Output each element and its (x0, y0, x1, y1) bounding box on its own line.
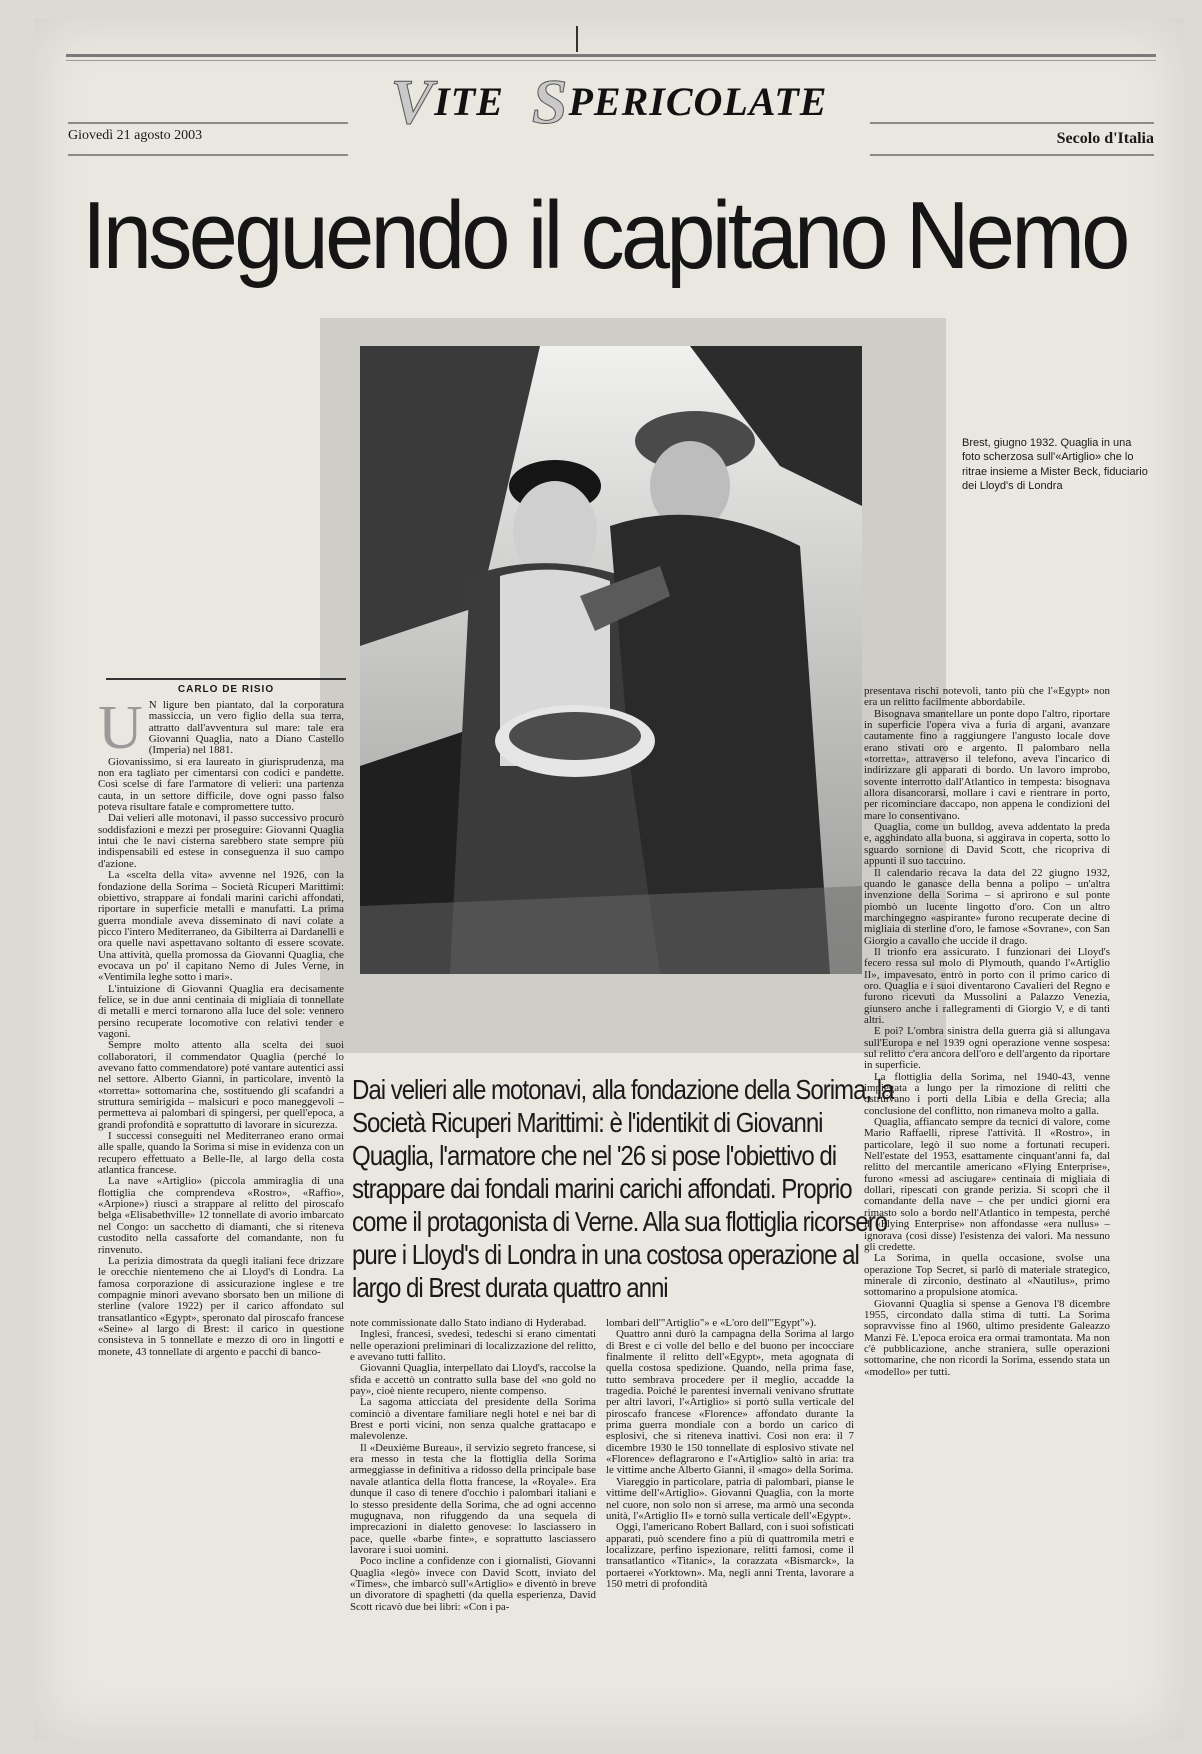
paragraph: N ligure ben piantato, dal la corporatura massiccia, un vero figlio della sua terra, attratto dall'avventura sul mare: tale era Giovanni Quaglia, nato a Diano Castello (Imperia) nel 1881. (148, 700, 344, 757)
paragraph: Dai velieri alle motonavi, il passo successivo procurò soddisfazioni e mezzi per proseguire: Giovanni Quaglia intuì che le navi cisterna sarebbero state sempre più indispensabili ed estese in conseguenza il suo campo d'azione. (98, 812, 344, 870)
fold-mark (576, 26, 578, 52)
paragraph: Quattro anni durò la campagna della Sorima al largo di Brest e ci volle del bello e del buono per incocciare finalmente il relitto dell'«Egypt», meta agognata di quella costosa spedizione. Quando, nella prima fase, tutto sembrava procedere per il meglio, accadde la tragedia. Poiché le parentesi invernali venivano sfruttate per altri lavori, l'«Artiglio» si portò sulla verticale del piroscafo francese «Florence» affondato durante la prima guerra mondiale con a bordo un carico di esplosivi, che si riteneva inattivi. Così non era: il 7 dicembre 1930 le 150 tonnellate di esplosivo stivate nel «Florence» deflagrarono e l'«Artiglio» saltò in aria: tra le vittime anche Alberto Gianni, il «mago» della Sorima. (606, 1328, 854, 1477)
paragraph: La perizia dimostrata da quegli italiani fece drizzare le orecchie nientemeno che ai Lloyd's di Londra. La famosa corporazione di assicurazione inglese e tre compagnie minori avevano sborsato ben un milione di sterline (valore 1922) per il carico affondato sul transatlantico «Egypt», speronato dal piroscafo francese «Seine» al largo di Brest: il carico in questione consisteva in 5 tonnellate e mezzo di oro in lingotti e monete, 43 tonnellate di argento e pacchi di banco- (98, 1254, 344, 1358)
paragraph: Quaglia, come un bulldog, aveva addentato la preda e, agghindato alla buona, si aggirava in coperta, sotto lo sguardo sornione di David Scott, che ricopriva di appunti il suo taccuino. (864, 821, 1110, 868)
paragraph: presentava rischi notevoli, tanto più che l'«Egypt» non era un relitto facilmente abbordabile. (864, 686, 1110, 709)
paragraph: La nave «Artiglio» (piccola ammiraglia di una flottiglia che comprendeva «Rostro», «Raffio», «Arpione») riuscì a strappare al relitto del piroscafo belga «Elisabethville» 12 tonnellate di avorio imbarcato nel Congo: un sacchetto di diamanti, che si riteneva custodito nella cassaforte del comandante, non fu rinvenuto. (98, 1175, 344, 1256)
paragraph: Il trionfo era assicurato. I funzionari dei Lloyd's fecero ressa sul molo di Plymouth, quando l'«Artiglio II», impavesato, entrò in porto con il primo carico di oro. Quaglia e i suoi diventarono Cavalieri del Regno e furono ricevuti da Mussolini a Palazzo Venezia, giunsero anche i rallegramenti di Giorgio V, e di tanti altri. (864, 945, 1110, 1026)
article-column-3 (606, 1318, 854, 1732)
photo-image (360, 346, 862, 974)
masthead-initial-s: S (531, 66, 569, 137)
top-rule (66, 54, 1156, 57)
paragraph: Viareggio in particolare, patria di palombari, pianse le vittime dell'«Artiglio». Giovanni Quaglia, con la morte nel cuore, non solo non si arrese, ma armò una seconda unità, l'«Artiglio II» e tornò sulla verticale dell'«Egypt». (606, 1475, 854, 1522)
paragraph: E poi? L'ombra sinistra della guerra già si allungava sull'Europa e nel 1939 ogni operazione venne sospesa: sul relitto c'era ancora dell'oro e dell'argento da riportare in superficie. (864, 1025, 1110, 1072)
photo-frame (320, 318, 946, 1053)
paragraph: La flottiglia della Sorima, nel 1940-43, venne impiegata a lungo per la rimozione di relitti che ostruivano i porti della Libia e della Grecia; alla conclusione del conflitto, non rimaneva molto a galla. (864, 1070, 1110, 1117)
headline: Inseguendo il capitano Nemo (82, 182, 1127, 289)
dateline-rule (68, 122, 348, 124)
paragraph: Sempre molto attento alla scelta dei suoi collaboratori, il commendator Quaglia (perché lo avevano fatto commendatore) poté vantare autentici assi nel settore. Alberto Gianni, in particolare, inventò la «torretta» sottomarina che, sostituendo gli scafandri a struttura semirigida – malsicuri e poco maneggevoli – permetteva ai palombari di spingersi, per quell'epoca, a grandi profondità e soprattutto di lavorare in sicurezza. (98, 1039, 344, 1131)
byline-rule (106, 678, 346, 680)
paragraph: Giovanni Quaglia si spense a Genova l'8 dicembre 1955, circondato dalla stima di tutti. La Sorima sopravvisse fino al 1960, ultimo presidente Galeazzo Manzi Fè. L'epoca eroica era ormai tramontata. Ma non c'è pubblicazione, anche straniera, sulle operazioni sottomarine, che non ricordi la Sorima, essendo stata un «modello» per tutti. (864, 1297, 1110, 1378)
newspaper-name: Secolo d'Italia (1056, 130, 1154, 147)
paragraph: Bisognava smantellare un ponte dopo l'altro, riportare in superficie l'opera viva a furia di argani, avanzare cautamente fino a raggiungere l'angusto locale dove erano stivati oro e argento. Il palombaro nella «torretta», attraverso il telefono, aveva l'incarico di indirizzare gli apparati di bordo. Un lavoro improbo, sovente interrotto dall'Atlantico in tempesta: bisognava allora disancorarsi, mollare i cavi e rientrare in porto, per ricominciare daccapo, non appena le condizioni del mare lo consentivano. (864, 707, 1110, 822)
article-column-4 (864, 686, 1110, 1732)
paragraph: Giovanissimo, si era laureato in giurisprudenza, ma non era tagliato per cimentarsi con codici e pandette. Così scelse di fare l'armatore di velieri: una partenza cauta, in un settore difficile, dove ogni passo falso poteva risultare fatale e compromettere tutto. (98, 755, 344, 814)
top-rule-thin (66, 60, 1156, 61)
paragraph: La Sorima, in quella occasione, svolse una operazione Top Secret, si parlò di materiale strategico, minerale di zirconio, destinato al «Nautilus», primo sottomarino a propulsione atomica. (864, 1252, 1110, 1299)
paragraph: Il «Deuxième Bureau», il servizio segreto francese, si era messo in testa che la flottiglia della Sorima armeggiasse in definitiva a ridosso della principale base navale atlantica della flotta francese, la «Royale». Era dunque il caso di tenere d'occhio i palombari italiani e lo stesso presidente della Sorima, che ad ogni accenno mugugnava, non rifuggendo da una sequela di imprecazioni in dialetto genovese: lo lasciassero in pace, quelle «barbe finte», e soprattutto lasciassero lavorare i suoi uomini. (350, 1441, 596, 1556)
byline: CARLO DE RISIO (177, 684, 275, 695)
article-column-1 (98, 700, 344, 1732)
dateline: Giovedì 21 agosto 2003 (68, 128, 203, 143)
paragraph: Giovanni Quaglia, interpellato dai Lloyd's, raccolse la sfida e accettò un contratto sulla base del «no gold no pay», cioè niente recupero, niente compenso. (350, 1362, 596, 1398)
paragraph: Inglesi, francesi, svedesi, tedeschi si erano cimentati nelle operazioni preliminari di localizzazione del relitto, e avevano tutti fallito. (350, 1328, 596, 1364)
photo-caption: Brest, giugno 1932. Quaglia in una foto scherzosa sull'«Artiglio» che lo ritrae insieme a Mister Beck, fiduciario dei Lloyd's di Londra (962, 437, 1148, 492)
masthead-ite: ITE (434, 79, 504, 124)
paragraph: La sagoma atticciata del presidente della Sorima cominciò a diventare familiare negli hotel e nei bar di Brest e porti vicini, non senza qualche grattacapo e malevolenze. (350, 1396, 596, 1443)
drop-cap: U (98, 700, 143, 762)
newspaper-page (34, 18, 1184, 1740)
pull-quote: Dai velieri alle motonavi, alla fondazione della Sorima, la Società Ricuperi Marittimi: è l'identikit di Giovanni Quaglia, l'armatore che nel '26 si pose l'obiettivo di strappare dai fondali marini carichi affondati. Proprio come il protagonista di Verne. Alla sua flottiglia ricorsero pure i Lloyd's di Londra in una costosa operazione al largo di Brest durata quattro anni (352, 1074, 894, 1303)
paragraph: La «scelta della vita» avvenne nel 1926, con la fondazione della Sorima – Società Ricuperi Marittimi: obiettivo, strappare ai fondali marini carichi affondati, riportare in superficie metalli e manufatti. La prima guerra mondiale aveva disseminato di navi colate a picco l'intero Mediterraneo, da Gibilterra ai Dardanelli e ora quelle navi aspettavano soltanto di essere scovate. Una attività, quella promossa da Giovanni Quaglia, che evocava un po' il capitano Nemo di Jules Verne, in «Ventimila leghe sotto i mari». (98, 869, 344, 984)
section-masthead (379, 62, 839, 142)
paragraph: I successi conseguiti nel Mediterraneo erano ormai alle spalle, quando la Sorima si mise in evidenza con un recupero effettuato a Belle-Ile, al largo della costa atlantica francese. (98, 1130, 344, 1177)
dateline-rule-bottom (68, 154, 348, 156)
paragraph: L'intuizione di Giovanni Quaglia era decisamente felice, se in due anni centinaia di migliaia di tonnellate di metalli e merci tornarono alla luce del sole: vennero persino recuperate locomotive con relativi tender e vagoni. (98, 982, 344, 1040)
masthead-initial-v: V (390, 66, 435, 137)
masthead-pericolate: PERICOLATE (568, 79, 828, 124)
paragraph: note commissionate dallo Stato indiano di Hyderabad. (350, 1318, 587, 1329)
paper-rule (870, 122, 1154, 124)
paragraph: Poco incline a confidenze con i giornalisti, Giovanni Quaglia «legò» invece con David Scott, inviato del «Times», che imbarcò sull'«Artiglio» e diventò in breve un divoratore di spaghetti (da quella esperienza, David Scott ricavò due bei libri: «Con i pa- (350, 1555, 596, 1613)
paragraph: Quaglia, affiancato sempre da tecnici di valore, come Mario Raffaelli, riprese l'attività. Il «Rostro», in particolare, legò il suo nome a fortunati recuperi. Nell'estate del 1953, esattamente cinquant'anni fa, dal relitto del mercantile americano «Flying Enterprise», furono «messi ad asciugare» centinaia di migliaia di dollari, ripescati con grande perizia. Si scoprì che il comandante della nave – che per undici giorni era rimasto solo a bordo nell'Atlantico in tempesta, perché il «Flying Enterprise» non affondasse «era nullus» – ignorava (così disse) l'esistenza dei valori. Ma nessuno gli credette. (864, 1116, 1110, 1253)
historical-photo (360, 346, 862, 974)
article-column-2 (350, 1318, 596, 1732)
paragraph: Il calendario recava la data del 22 giugno 1932, quando le ganasce della benna a polipo – un'altra invenzione della Sorima – si aprirono e sul ponte piombò un lucente lingotto d'oro. Con un altro marchingegno «aspirante» furono recuperate decine di migliaia di sterline d'oro, le famose «Sovrane», con San Giorgio a cavallo che uccide il drago. (864, 866, 1110, 947)
paragraph: lombari dell'"Artiglio"» e «L'oro dell'"Egypt"»). (606, 1318, 817, 1329)
paragraph: Oggi, l'americano Robert Ballard, con i suoi sofisticati apparati, può scendere fino a più di quattromila metri e localizzare, perfino ispezionare, relitti famosi, come il transatlantico «Titanic», la corazzata «Bismarck», la portaerei «Yorktown». Ma, negli anni Trenta, lavorare a 150 metri di profondità (606, 1521, 854, 1590)
paper-rule-bottom (870, 154, 1154, 156)
